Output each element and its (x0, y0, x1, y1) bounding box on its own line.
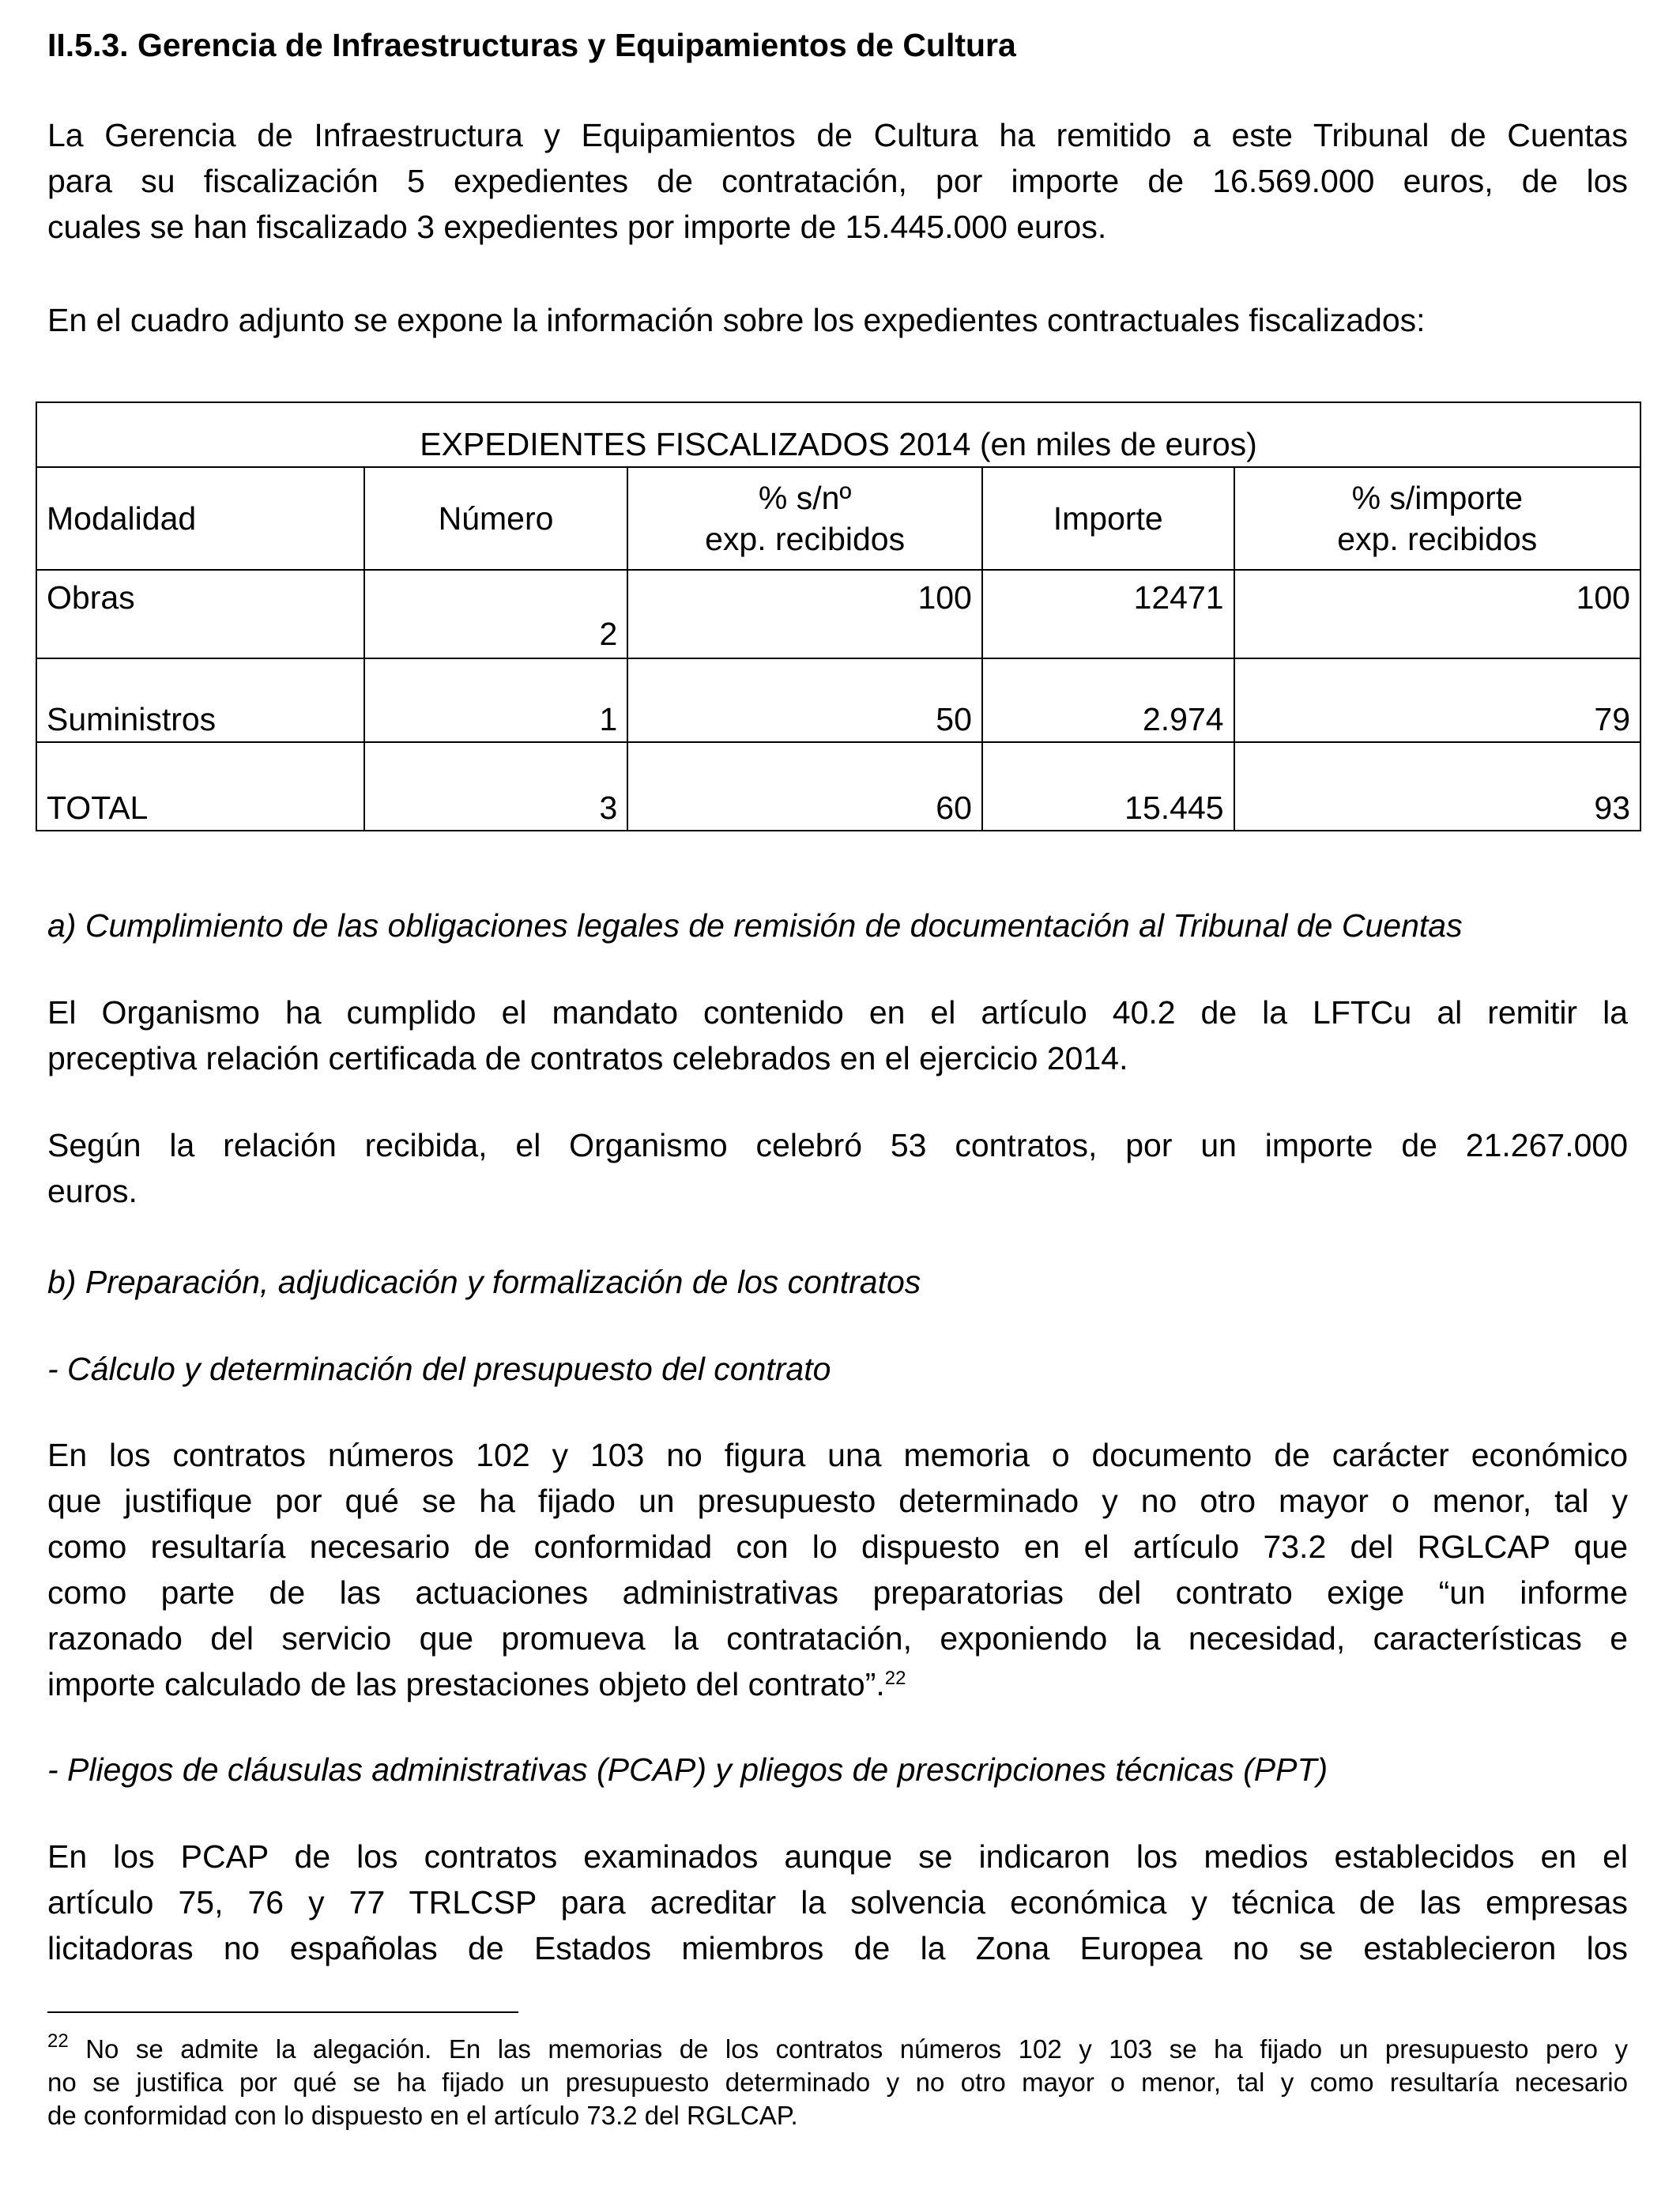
cell-pct-importe: 100 (1234, 570, 1640, 658)
intro-line: La Gerencia de Infraestructura y Equipamientos de Cultura ha remitido a este Tribunal de Cuentas (47, 117, 1628, 153)
footnote-line: no se justifica por qué se ha fijado un presupuesto determinado y no otro mayor o menor, tal y como resultaría necesario (47, 2068, 1628, 2097)
footnote-line-text: No se admite la alegación. En las memorias de los contratos números 102 y 103 se ha fijado un presupuesto pero y (68, 2034, 1628, 2064)
paragraph-line: razonado del servicio que promueva la contratación, exponiendo la necesidad, características e (47, 1620, 1628, 1657)
cell-modalidad: Obras (36, 570, 364, 658)
footnote-number: 22 (47, 2030, 69, 2052)
section-b-paragraph-1 (47, 1432, 1628, 1707)
paragraph-line: En los contratos números 102 y 103 no figura una memoria o documento de carácter económico (47, 1437, 1628, 1473)
table-caption: EXPEDIENTES FISCALIZADOS 2014 (en miles de euros) (36, 402, 1640, 467)
paragraph-line: como parte de las actuaciones administrativas preparatorias del contrato exige “un informe (47, 1574, 1628, 1611)
paragraph-line: En los PCAP de los contratos examinados aunque se indicaron los medios establecidos en el (47, 1838, 1628, 1875)
section-a-paragraph-1 (47, 990, 1628, 1081)
footnote-line (47, 2030, 1628, 2066)
paragraph-line: preceptiva relación certificada de contratos celebrados en el ejercicio 2014. (47, 1040, 1128, 1076)
cell-modalidad: TOTAL (36, 742, 364, 831)
paragraph-line: artículo 75, 76 y 77 TRLCSP para acreditar la solvencia económica y técnica de las empresas (47, 1884, 1628, 1921)
paragraph-line: euros. (47, 1173, 137, 1209)
header-pct-numero-line2: exp. recibidos (705, 521, 906, 557)
subsection-presupuesto-title: - Cálculo y determinación del presupuesto del contrato (47, 1351, 831, 1387)
cell-pct-importe: 79 (1234, 658, 1640, 742)
section-a-paragraph-2 (47, 1122, 1628, 1214)
cell-numero: 2 (364, 570, 628, 658)
header-pct-importe-line1: % s/importe (1351, 480, 1524, 516)
paragraph-line: como resultaría necesario de conformidad con lo dispuesto en el artículo 73.2 del RGLCAP que (47, 1529, 1628, 1565)
paragraph-line: que justifique por qué se ha fijado un presupuesto determinado y no otro mayor o menor, tal y (47, 1483, 1628, 1519)
paragraph-line: Según la relación recibida, el Organismo celebró 53 contratos, por un importe de 21.267.000 (47, 1127, 1628, 1163)
subsection-pliegos-title: - Pliegos de cláusulas administrativas (PCAP) y pliegos de prescripciones técnicas (PPT) (47, 1751, 1328, 1788)
footnote-line: de conformidad con lo dispuesto en el artículo 73.2 del RGLCAP. (47, 2101, 798, 2130)
paragraph-line (47, 1661, 1628, 1707)
expedientes-table (36, 401, 1641, 831)
cell-importe: 2.974 (982, 658, 1234, 742)
section-b-title: b) Preparación, adjudicación y formalización de los contratos (47, 1264, 921, 1300)
table-row (36, 570, 1640, 658)
intro-paragraph (47, 112, 1628, 250)
section-a-title: a) Cumplimiento de las obligaciones legales de remisión de documentación al Tribunal de Cuentas (47, 907, 1463, 944)
section-heading: II.5.3. Gerencia de Infraestructuras y Equipamientos de Cultura (47, 27, 1016, 63)
footnote-divider (47, 2011, 518, 2013)
cell-importe: 12471 (982, 570, 1234, 658)
cell-importe: 15.445 (982, 742, 1234, 831)
intro-line: para su fiscalización 5 expedientes de contratación, por importe de 16.569.000 euros, de los (47, 163, 1628, 199)
header-importe: Importe (982, 467, 1234, 570)
header-pct-importe (1234, 467, 1640, 570)
table-row (36, 658, 1640, 742)
paragraph-line-text: importe calculado de las prestaciones objeto del contrato”. (47, 1666, 885, 1702)
cell-pct-numero: 60 (627, 742, 982, 831)
table-row-total (36, 742, 1640, 831)
footnote (47, 2030, 1628, 2132)
header-numero: Número (364, 467, 628, 570)
cell-pct-numero: 50 (627, 658, 982, 742)
paragraph-line: licitadoras no españolas de Estados miembros de la Zona Europea no se establecieron los (47, 1930, 1628, 1966)
cell-numero: 1 (364, 658, 628, 742)
table-header-row (36, 467, 1640, 570)
cell-numero: 3 (364, 742, 628, 831)
header-modalidad: Modalidad (36, 467, 364, 570)
cell-pct-importe: 93 (1234, 742, 1640, 831)
header-pct-numero (627, 467, 982, 570)
cell-modalidad: Suministros (36, 658, 364, 742)
table-lead-in: En el cuadro adjunto se expone la información sobre los expedientes contractuales fiscalizados: (47, 302, 1426, 338)
header-pct-importe-line2: exp. recibidos (1337, 521, 1538, 557)
header-pct-numero-line1: % s/nº (758, 480, 852, 516)
section-b-paragraph-2 (47, 1834, 1628, 1971)
footnote-reference[interactable]: 22 (884, 1668, 906, 1689)
cell-pct-numero: 100 (627, 570, 982, 658)
intro-line: cuales se han fiscalizado 3 expedientes por importe de 15.445.000 euros. (47, 209, 1107, 245)
paragraph-line: El Organismo ha cumplido el mandato contenido en el artículo 40.2 de la LFTCu al remitir la (47, 994, 1628, 1031)
